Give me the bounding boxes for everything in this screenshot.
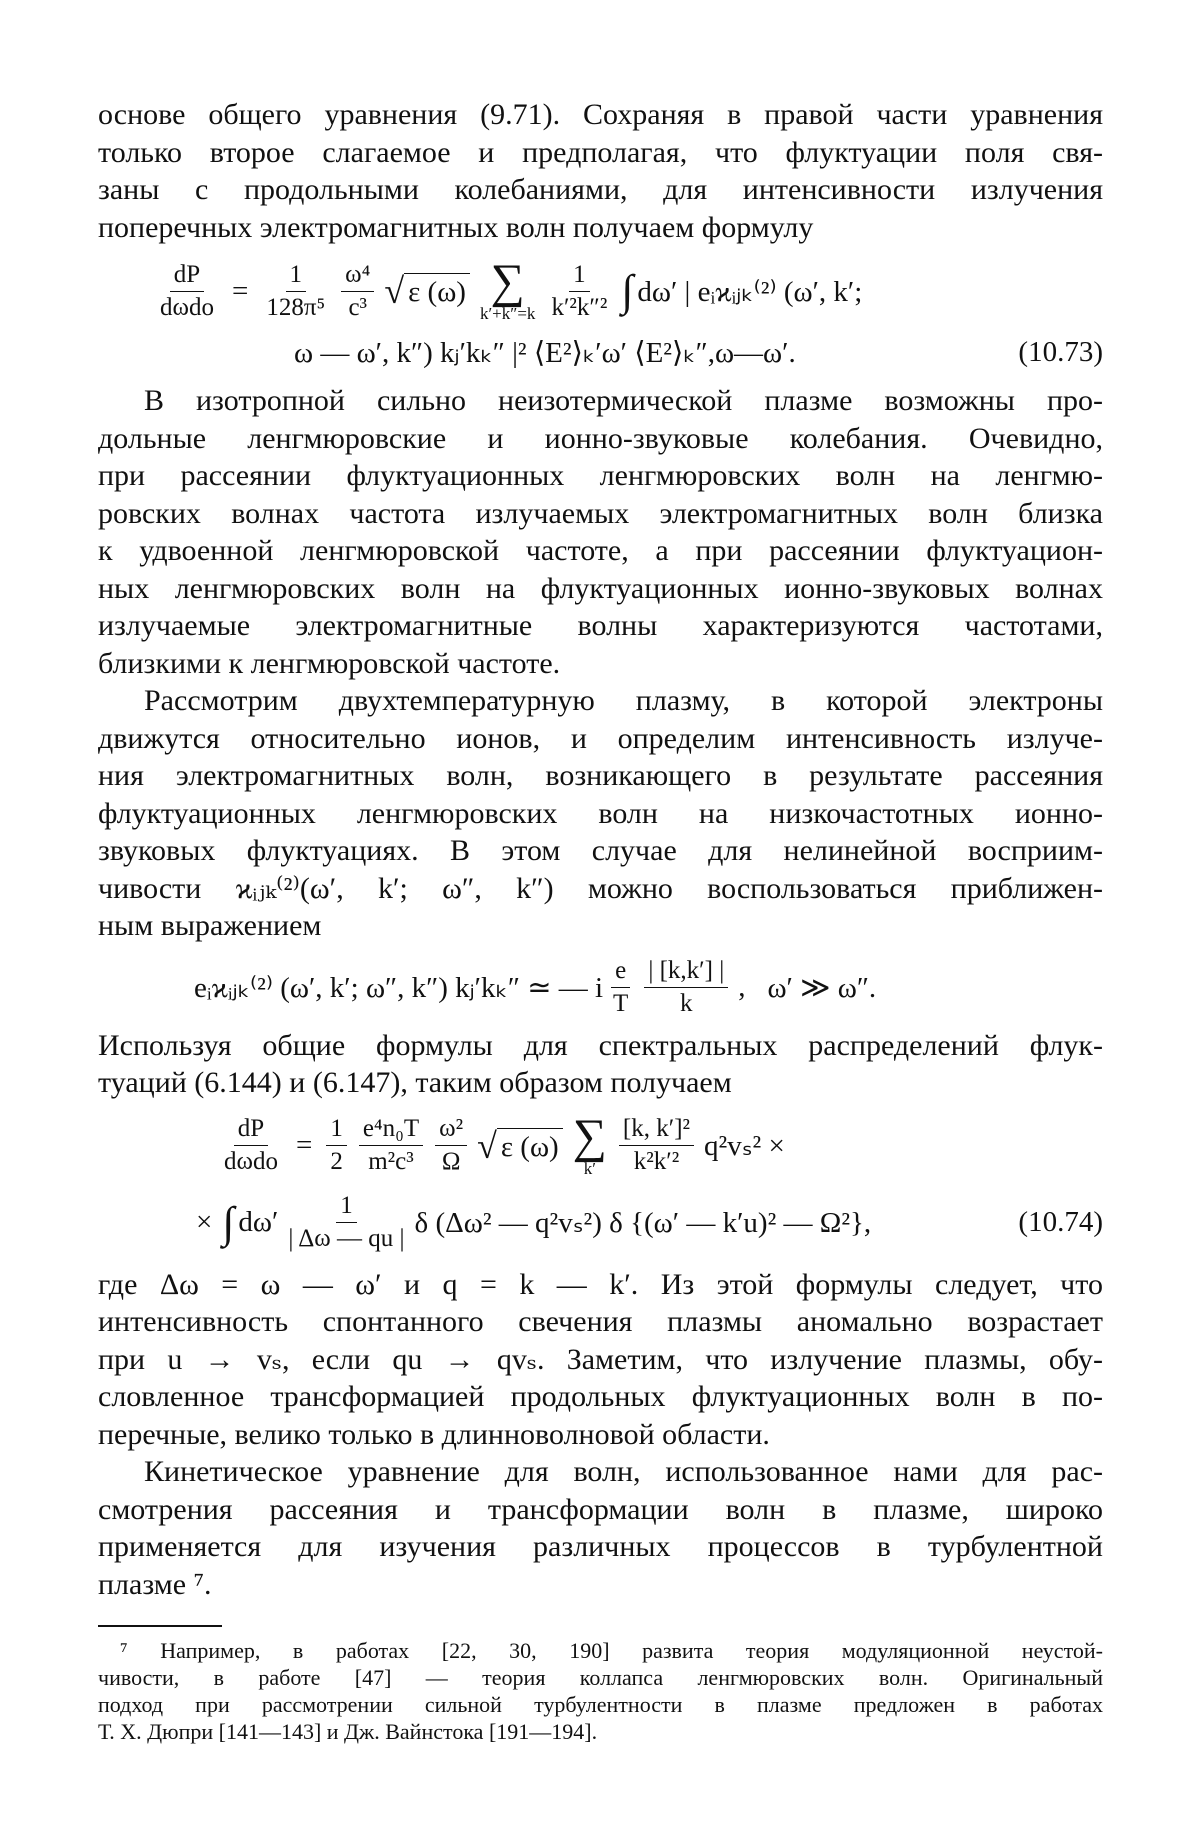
text-line: флуктуационных ленгмюровских волн на низкочастотных ионно- [98,796,1103,830]
fraction-denominator: 128π⁵ [266,293,326,321]
comma: , [738,971,746,1003]
fraction-numerator: 1 [326,1115,347,1146]
footnote-line: ⁷ Например, в работах [22, 30, 190] развита теория модуляционной неустой- [120,1638,1103,1663]
footnote-line: Т. Х. Дюпри [141—143] и Дж. Вайнстока [191—194]. [98,1719,598,1744]
integration-variable: dω′ [238,1206,279,1238]
fraction [619,1115,694,1176]
sqrt-argument: ε (ω) [497,1128,563,1164]
paragraph-3 [98,682,1103,945]
equation-condition: ω′ ≫ ω″. [767,972,877,1004]
paragraph-6 [98,1453,1103,1603]
fraction-numerator: 1 [286,261,307,292]
fraction-denominator: m²c³ [368,1148,414,1175]
equation-susceptibility [98,953,1103,1023]
fraction [326,1115,347,1176]
summation-limit: k′ [583,1158,596,1178]
fraction-denominator: | Δω — qu | [288,1225,405,1252]
fraction-denominator: k²k′² [633,1148,680,1175]
text-line: при рассеянии флуктуационных ленгмюровских волн на ленгмю- [98,459,1103,492]
text-line: перечные, велико только в длинноволновой области. [98,1417,770,1451]
text-line: применяется для изучения различных процессов в турбулентной [98,1530,1103,1563]
fraction-numerator: ω² [435,1115,467,1146]
footnote-line: чивости, в работе [47] — теория коллапса ленгмюровских волн. Оригинальный [98,1665,1103,1690]
fraction-numerator: [k, k′]² [619,1115,694,1146]
text-line: при u → vₛ, если qu → qvₛ. Заметим, что излучение плазмы, обу- [98,1342,1103,1376]
summation-sign: ∑ [490,255,525,308]
fraction [547,261,611,322]
text-line: туаций (6.144) и (6.147), таким образом получаем [98,1066,732,1099]
text-line: движутся относительно ионов, и определим интенсивность излуче- [98,721,1103,755]
integral-sign: ∫ [621,266,634,315]
fraction [435,1115,467,1176]
text-line: ным выражением [98,909,322,942]
paragraph-5 [98,1266,1103,1454]
equation-line [98,1108,1103,1184]
text-line: близкими к ленгмюровской частоте. [98,646,561,680]
fraction-numerator: e [611,957,630,988]
text-line: В изотропной сильно неизотермической плазме возможны про- [144,384,1103,417]
text-line: дольные ленгмюровские и ионно-звуковые колебания. Очевидно, [98,421,1103,455]
multiply-sign: × [196,1206,213,1238]
fraction [284,1192,408,1253]
radical-sign-icon: √ [477,1125,497,1166]
paragraph-1 [98,96,1103,246]
equation-number: (10.74) [1018,1206,1103,1238]
fraction-denominator: k [680,990,693,1017]
text-line: плазме ⁷. [98,1567,212,1601]
text-line: звуковых флуктуациях. В этом случае для нелинейной восприим- [98,834,1103,867]
equals-sign: = [295,1129,313,1161]
fraction [609,957,632,1018]
fraction [220,1115,282,1176]
sqrt-argument: ε (ω) [404,273,470,309]
text-line: Используя общие формулы для спектральных распределений флук- [98,1028,1103,1062]
equation-expression: eᵢϰᵢⱼₖ⁽²⁾ (ω′, k′; ω″, k″) kⱼ′kₖ″ ≃ — i [194,972,604,1004]
square-root [477,1125,563,1166]
text-line: ных ленгмюровских волн на флуктуационных ионно-звуковых волнах [98,571,1103,605]
radical-sign-icon: √ [384,271,405,311]
fraction [341,261,374,322]
text-line: ровских волнах частота излучаемых электромагнитных волн близка [98,496,1103,530]
text-line: чивости ϰᵢⱼₖ⁽²⁾(ω′, k′; ω″, k″) можно воспользоваться приближен- [98,871,1103,905]
summation [572,1109,607,1178]
equation-line [98,256,1103,326]
text-line: смотрения рассеяния и трансформации волн в плазме, широко [98,1492,1103,1526]
text-line: Рассмотрим двухтемпературную плазму, в которой электроны [144,684,1103,717]
equals-sign: = [231,274,249,307]
footnote-line: подход при рассмотрении сильной турбулентности в плазме предложен в работах [98,1692,1103,1717]
fraction-numerator: ω⁴ [341,261,374,292]
fraction [359,1115,423,1176]
summation [479,255,536,323]
fraction-numerator: 1 [336,1192,357,1223]
fraction-denominator: k′²k″² [551,293,608,321]
equation-expression: q²vₛ² × [704,1130,785,1162]
text-line: поперечных электромагнитных волн получаем формулу [98,210,814,244]
summation-limit: k′+k″=k [479,304,536,323]
equation-10-73 [98,256,1103,374]
fraction-denominator: c³ [348,293,368,321]
paragraph-4 [98,1027,1103,1102]
fraction-denominator: Ω [441,1148,461,1175]
text-line: ния электромагнитных волн, возникающего в результате рассеяния [98,759,1103,792]
text-line: к удвоенной ленгмюровской частоте, а при рассеянии флуктуацион- [98,534,1103,567]
summation-sign: ∑ [572,1109,607,1163]
fraction-numerator: dP [234,1115,268,1146]
text-line: словленное трансформацией продольных флуктуационных волн в по- [98,1380,1103,1413]
fraction [156,261,218,322]
equation-expression: dω′ | eᵢϰᵢⱼₖ⁽²⁾ (ω′, k′; [637,275,863,308]
integral-sign: ∫ [222,1197,235,1247]
fraction-denominator: 2 [330,1148,343,1175]
text-line: где Δω = ω — ω′ и q = k — k′. Из этой формулы следует, что [98,1267,1103,1301]
fraction-denominator: T [613,990,629,1017]
fraction-denominator: dωdo [160,293,214,321]
text-line: излучаемые электромагнитные волны характеризуются частотами, [98,609,1103,642]
text-line: только второе слагаемое и предполагая, что флуктуации поля свя- [98,135,1103,169]
fraction-numerator: | [k,k′] | [644,957,728,988]
equation-10-74 [98,1108,1103,1256]
fraction-numerator: 1 [569,261,590,292]
equation-line [98,1190,1103,1256]
text-line: Кинетическое уравнение для волн, использованное нами для рас- [144,1455,1103,1488]
fraction [644,957,728,1018]
page-content [98,96,1103,1745]
paragraph-2 [98,382,1103,682]
fraction-numerator: e⁴n₀T [359,1115,423,1146]
text-line: заны с продольными колебаниями, для интенсивности излучения [98,173,1103,206]
footnote-rule [98,1625,222,1627]
text-line: основе общего уравнения (9.71). Сохраняя в правой части уравнения [98,98,1103,131]
text-line: интенсивность спонтанного свечения плазмы аномально возрастает [98,1305,1103,1338]
fraction-denominator: dωdo [224,1148,278,1175]
equation-number: (10.73) [1018,335,1103,368]
equation-expression: ω — ω′, k″) kⱼ′kₖ″ |² ⟨E²⟩ₖ′ω′ ⟨E²⟩ₖ″,ω—ω′. [294,336,796,369]
fraction [262,261,329,322]
footnote [98,1625,1103,1745]
equation-line [98,953,1103,1023]
square-root [384,273,470,309]
equation-line [98,330,1103,374]
fraction-numerator: dP [170,261,204,292]
equation-expression: δ (Δω² — q²vₛ²) δ {(ω′ — k′u)² — Ω²}, [414,1207,872,1239]
